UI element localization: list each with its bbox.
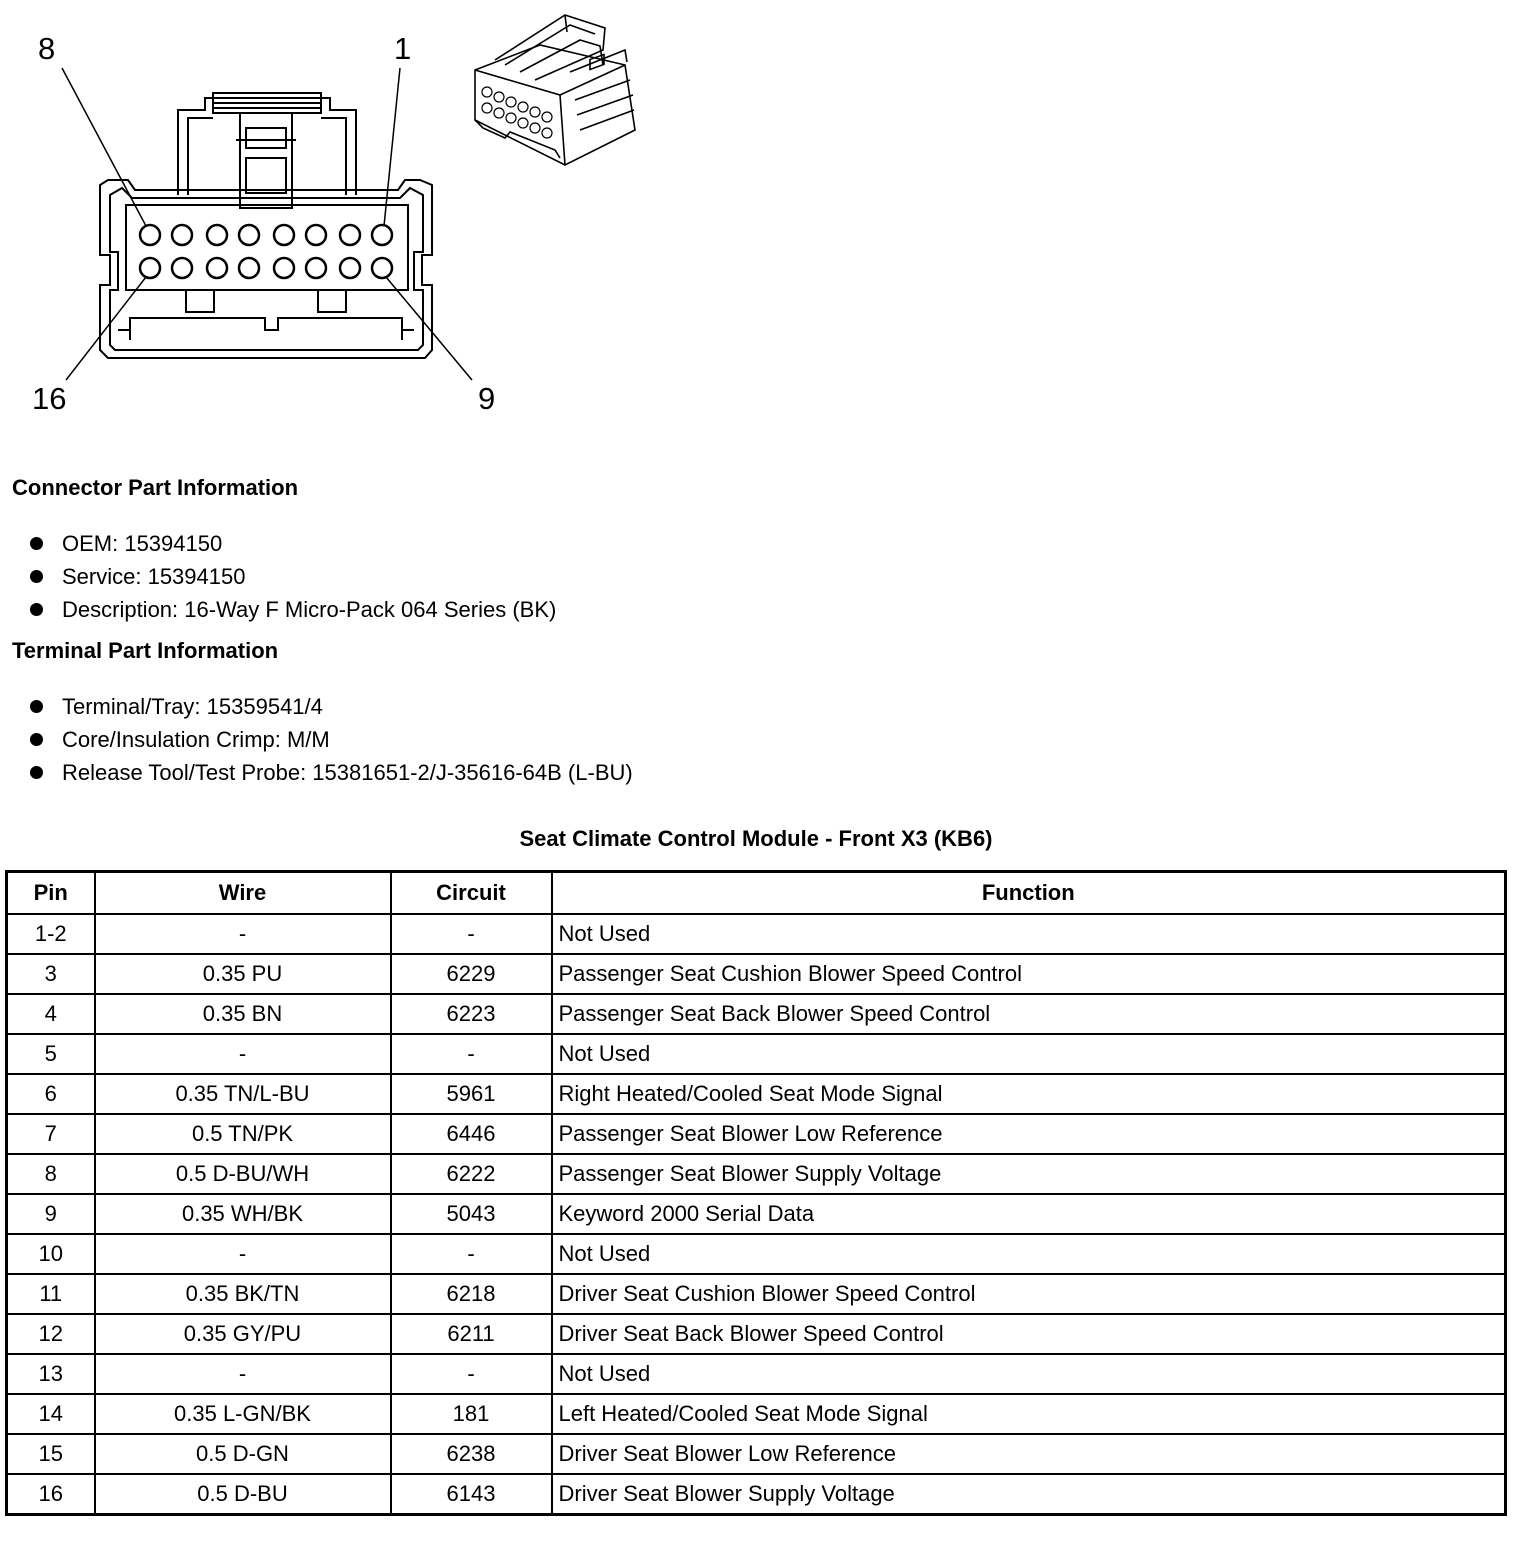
cell-wire: - [95,1234,391,1274]
cell-wire: 0.35 BK/TN [95,1274,391,1314]
connector-part-info-list [28,527,556,626]
connector-isometric-view [465,10,645,180]
cell-function: Right Heated/Cooled Seat Mode Signal [552,1074,1506,1114]
cell-circuit: 5043 [391,1194,552,1234]
pin-label-8: 8 [38,31,56,66]
table-row [7,994,1506,1034]
table-row [7,1114,1506,1154]
cell-function: Driver Seat Blower Low Reference [552,1434,1506,1474]
cell-pin: 15 [7,1434,95,1474]
cell-pin: 6 [7,1074,95,1114]
cell-function: Driver Seat Blower Supply Voltage [552,1474,1506,1515]
table-row [7,1194,1506,1234]
terminal-tray: Terminal/Tray: 15359541/4 [62,694,323,719]
cell-pin: 16 [7,1474,95,1515]
cell-pin: 13 [7,1354,95,1394]
table-row [7,1154,1506,1194]
cell-circuit: 6446 [391,1114,552,1154]
terminal-part-info-list [28,690,633,789]
pin-label-1: 1 [394,31,412,66]
table-row [7,1434,1506,1474]
cell-circuit: 6223 [391,994,552,1034]
pin-label-16: 16 [32,381,67,416]
connector-service: Service: 15394150 [62,564,246,589]
cell-circuit: 5961 [391,1074,552,1114]
cell-function: Passenger Seat Back Blower Speed Control [552,994,1506,1034]
bullet-icon [30,603,43,616]
list-item [28,527,556,560]
cell-pin: 10 [7,1234,95,1274]
header-function: Function [552,872,1506,915]
cell-wire: 0.5 D-BU/WH [95,1154,391,1194]
cell-pin: 3 [7,954,95,994]
table-row [7,914,1506,954]
cell-wire: 0.5 TN/PK [95,1114,391,1154]
bullet-icon [30,700,43,713]
cell-wire: 0.5 D-BU [95,1474,391,1515]
table-body [7,914,1506,1515]
cell-function: Passenger Seat Cushion Blower Speed Control [552,954,1506,994]
connector-face-drawing [0,0,520,430]
table-row [7,954,1506,994]
cell-function: Left Heated/Cooled Seat Mode Signal [552,1394,1506,1434]
table-row [7,1274,1506,1314]
cell-wire: 0.5 D-GN [95,1434,391,1474]
cell-pin: 4 [7,994,95,1034]
terminal-crimp: Core/Insulation Crimp: M/M [62,727,330,752]
table-header-row [7,872,1506,915]
cell-function: Not Used [552,1034,1506,1074]
cell-wire: - [95,1354,391,1394]
connector-face-diagram [0,0,520,430]
table-row [7,1314,1506,1354]
list-item [28,593,556,626]
cell-circuit: 6238 [391,1434,552,1474]
cell-function: Driver Seat Cushion Blower Speed Control [552,1274,1506,1314]
cell-circuit: 6211 [391,1314,552,1354]
cell-pin: 8 [7,1154,95,1194]
header-circuit: Circuit [391,872,552,915]
header-pin: Pin [7,872,95,915]
cell-pin: 9 [7,1194,95,1234]
cell-wire: 0.35 TN/L-BU [95,1074,391,1114]
pin-label-9: 9 [478,381,496,416]
list-item [28,690,633,723]
table-title: Seat Climate Control Module - Front X3 (KB6) [519,826,993,851]
cell-wire: - [95,1034,391,1074]
cell-pin: 14 [7,1394,95,1434]
connector-oem: OEM: 15394150 [62,531,223,556]
cell-function: Keyword 2000 Serial Data [552,1194,1506,1234]
cell-circuit: 6229 [391,954,552,994]
cell-wire: 0.35 BN [95,994,391,1034]
cell-pin: 11 [7,1274,95,1314]
cell-function: Not Used [552,914,1506,954]
bullet-icon [30,766,43,779]
cell-circuit: 6218 [391,1274,552,1314]
cell-circuit: - [391,1354,552,1394]
cell-circuit: 6222 [391,1154,552,1194]
table-row [7,1074,1506,1114]
connector-part-info-heading: Connector Part Information [12,475,299,500]
header-wire: Wire [95,872,391,915]
cell-wire: 0.35 GY/PU [95,1314,391,1354]
table-row [7,1034,1506,1074]
bullet-icon [30,733,43,746]
cell-wire: - [95,914,391,954]
cell-function: Driver Seat Back Blower Speed Control [552,1314,1506,1354]
cell-function: Passenger Seat Blower Supply Voltage [552,1154,1506,1194]
bullet-icon [30,537,43,550]
cell-function: Not Used [552,1354,1506,1394]
terminal-part-info-heading: Terminal Part Information [12,638,279,663]
connector-description: Description: 16-Way F Micro-Pack 064 Series (BK) [62,597,557,622]
cell-wire: 0.35 L-GN/BK [95,1394,391,1434]
pinout-table [5,870,1507,1516]
cell-pin: 1-2 [7,914,95,954]
list-item [28,756,633,789]
list-item [28,560,556,593]
cell-pin: 7 [7,1114,95,1154]
cell-circuit: 6143 [391,1474,552,1515]
table-row [7,1474,1506,1515]
cell-circuit: 181 [391,1394,552,1434]
cell-wire: 0.35 WH/BK [95,1194,391,1234]
terminal-release-tool: Release Tool/Test Probe: 15381651-2/J-35616-64B (L-BU) [62,760,633,785]
cell-circuit: - [391,914,552,954]
connector-isometric-drawing [465,10,645,180]
bullet-icon [30,570,43,583]
cell-circuit: - [391,1034,552,1074]
cell-pin: 5 [7,1034,95,1074]
cell-wire: 0.35 PU [95,954,391,994]
table-row [7,1354,1506,1394]
cell-function: Not Used [552,1234,1506,1274]
table-row [7,1394,1506,1434]
list-item [28,723,633,756]
cell-function: Passenger Seat Blower Low Reference [552,1114,1506,1154]
cell-circuit: - [391,1234,552,1274]
table-row [7,1234,1506,1274]
cell-pin: 12 [7,1314,95,1354]
